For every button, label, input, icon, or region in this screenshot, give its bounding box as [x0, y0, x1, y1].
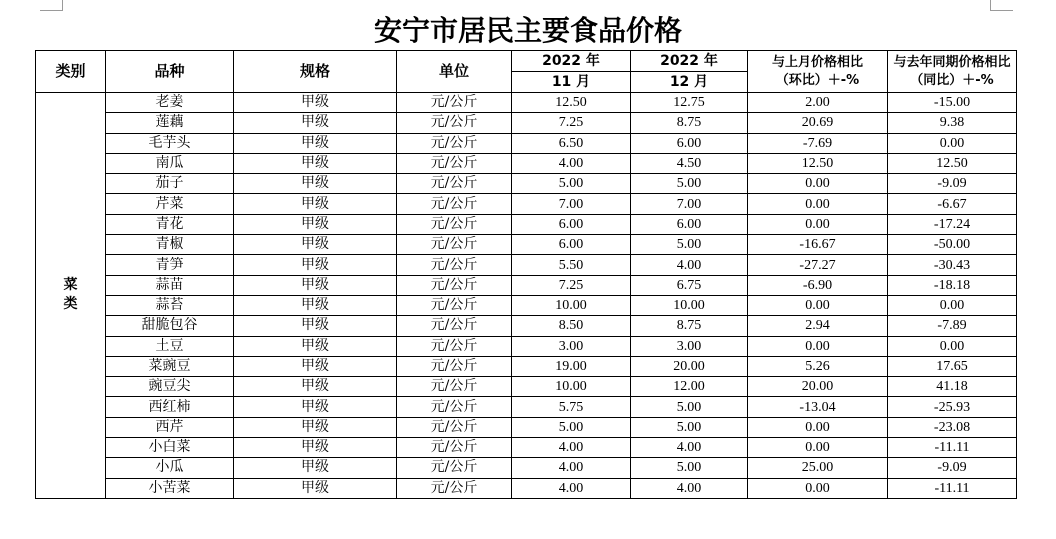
nov-price-cell: 5.00	[512, 174, 631, 194]
header-variety: 品种	[106, 51, 234, 93]
dec-price-cell: 5.00	[631, 458, 748, 478]
unit-cell: 元/公斤	[397, 458, 512, 478]
unit-cell: 元/公斤	[397, 133, 512, 153]
table-row	[36, 194, 1017, 214]
mom-change-cell: 0.00	[748, 214, 888, 234]
variety-cell: 小苦菜	[106, 478, 234, 498]
nov-price-cell: 6.00	[512, 214, 631, 234]
mom-change-cell: 0.00	[748, 295, 888, 315]
dec-price-cell: 12.75	[631, 93, 748, 113]
spec-cell: 甲级	[234, 336, 397, 356]
header-month-on-month	[748, 51, 888, 93]
unit-cell: 元/公斤	[397, 194, 512, 214]
nov-price-cell: 5.00	[512, 417, 631, 437]
dec-price-cell: 5.00	[631, 397, 748, 417]
variety-cell: 西红柿	[106, 397, 234, 417]
table-row	[36, 133, 1017, 153]
spec-cell: 甲级	[234, 478, 397, 498]
mom-change-cell: 12.50	[748, 153, 888, 173]
document-title: 安宁市居民主要食品价格	[373, 14, 682, 47]
variety-cell: 西芹	[106, 417, 234, 437]
unit-cell: 元/公斤	[397, 336, 512, 356]
table-row	[36, 295, 1017, 315]
mom-change-cell: 0.00	[748, 478, 888, 498]
unit-cell: 元/公斤	[397, 478, 512, 498]
table-row	[36, 356, 1017, 376]
category-cell	[36, 93, 106, 499]
spec-cell: 甲级	[234, 316, 397, 336]
nov-price-cell: 10.00	[512, 295, 631, 315]
yoy-change-cell: 41.18	[888, 377, 1017, 397]
yoy-change-cell: -25.93	[888, 397, 1017, 417]
table-row	[36, 275, 1017, 295]
table-row	[36, 153, 1017, 173]
table-row	[36, 377, 1017, 397]
table-row	[36, 113, 1017, 133]
variety-cell: 小瓜	[106, 458, 234, 478]
mom-change-cell: -6.90	[748, 275, 888, 295]
yoy-change-cell: 0.00	[888, 295, 1017, 315]
unit-cell: 元/公斤	[397, 235, 512, 255]
mom-change-cell: -16.67	[748, 235, 888, 255]
mom-change-cell: 0.00	[748, 438, 888, 458]
table-row	[36, 458, 1017, 478]
mom-change-cell: 25.00	[748, 458, 888, 478]
spec-cell: 甲级	[234, 417, 397, 437]
header-category: 类别	[36, 51, 106, 93]
mom-change-cell: -13.04	[748, 397, 888, 417]
unit-cell: 元/公斤	[397, 214, 512, 234]
header-yoy-line1: 与去年同期价格相比	[893, 54, 1011, 70]
mom-change-cell: 0.00	[748, 174, 888, 194]
variety-cell: 菜豌豆	[106, 356, 234, 376]
nov-price-cell: 10.00	[512, 377, 631, 397]
table-row	[36, 174, 1017, 194]
unit-cell: 元/公斤	[397, 295, 512, 315]
yoy-change-cell: 17.65	[888, 356, 1017, 376]
mom-change-cell: -27.27	[748, 255, 888, 275]
nov-price-cell: 8.50	[512, 316, 631, 336]
table-row	[36, 478, 1017, 498]
mom-change-cell: 0.00	[748, 336, 888, 356]
spec-cell: 甲级	[234, 458, 397, 478]
yoy-change-cell: -7.89	[888, 316, 1017, 336]
yoy-change-cell: -11.11	[888, 478, 1017, 498]
header-mom-line2: （环比）＋-%	[775, 72, 860, 88]
mom-change-cell: 5.26	[748, 356, 888, 376]
variety-cell: 莲藕	[106, 113, 234, 133]
nov-price-cell: 6.50	[512, 133, 631, 153]
mom-change-cell: -7.69	[748, 133, 888, 153]
dec-price-cell: 4.00	[631, 255, 748, 275]
dec-price-cell: 4.00	[631, 478, 748, 498]
yoy-change-cell: -30.43	[888, 255, 1017, 275]
header-nov-year: 2022 年	[512, 51, 631, 72]
mom-change-cell: 20.69	[748, 113, 888, 133]
table-row	[36, 214, 1017, 234]
unit-cell: 元/公斤	[397, 275, 512, 295]
nov-price-cell: 4.00	[512, 458, 631, 478]
yoy-change-cell: 0.00	[888, 336, 1017, 356]
spec-cell: 甲级	[234, 153, 397, 173]
nov-price-cell: 4.00	[512, 153, 631, 173]
page-corner-mark-right	[990, 0, 1013, 11]
spec-cell: 甲级	[234, 194, 397, 214]
dec-price-cell: 5.00	[631, 417, 748, 437]
spec-cell: 甲级	[234, 133, 397, 153]
nov-price-cell: 19.00	[512, 356, 631, 376]
header-mom-line1: 与上月价格相比	[771, 54, 863, 70]
dec-price-cell: 12.00	[631, 377, 748, 397]
nov-price-cell: 4.00	[512, 438, 631, 458]
dec-price-cell: 5.00	[631, 174, 748, 194]
mom-change-cell: 2.00	[748, 93, 888, 113]
spec-cell: 甲级	[234, 295, 397, 315]
category-label-line1: 菜	[63, 277, 78, 294]
spec-cell: 甲级	[234, 214, 397, 234]
dec-price-cell: 8.75	[631, 316, 748, 336]
unit-cell: 元/公斤	[397, 153, 512, 173]
spec-cell: 甲级	[234, 113, 397, 133]
variety-cell: 甜脆包谷	[106, 316, 234, 336]
table-row	[36, 316, 1017, 336]
unit-cell: 元/公斤	[397, 113, 512, 133]
table-row	[36, 438, 1017, 458]
dec-price-cell: 3.00	[631, 336, 748, 356]
variety-cell: 芹菜	[106, 194, 234, 214]
variety-cell: 毛芋头	[106, 133, 234, 153]
spec-cell: 甲级	[234, 235, 397, 255]
yoy-change-cell: -6.67	[888, 194, 1017, 214]
mom-change-cell: 0.00	[748, 194, 888, 214]
unit-cell: 元/公斤	[397, 255, 512, 275]
spec-cell: 甲级	[234, 275, 397, 295]
unit-cell: 元/公斤	[397, 397, 512, 417]
dec-price-cell: 8.75	[631, 113, 748, 133]
dec-price-cell: 20.00	[631, 356, 748, 376]
dec-price-cell: 4.00	[631, 438, 748, 458]
mom-change-cell: 20.00	[748, 377, 888, 397]
spec-cell: 甲级	[234, 397, 397, 417]
header-dec-year: 2022 年	[631, 51, 748, 72]
dec-price-cell: 5.00	[631, 235, 748, 255]
yoy-change-cell: -18.18	[888, 275, 1017, 295]
nov-price-cell: 4.00	[512, 478, 631, 498]
variety-cell: 蒜苗	[106, 275, 234, 295]
dec-price-cell: 7.00	[631, 194, 748, 214]
spec-cell: 甲级	[234, 438, 397, 458]
variety-cell: 青笋	[106, 255, 234, 275]
table-row	[36, 93, 1017, 113]
yoy-change-cell: -17.24	[888, 214, 1017, 234]
variety-cell: 青花	[106, 214, 234, 234]
variety-cell: 土豆	[106, 336, 234, 356]
variety-cell: 茄子	[106, 174, 234, 194]
table-row	[36, 255, 1017, 275]
table-row	[36, 336, 1017, 356]
table-body	[36, 93, 1017, 499]
spec-cell: 甲级	[234, 255, 397, 275]
mom-change-cell: 2.94	[748, 316, 888, 336]
header-yoy-line2: （同比）＋-%	[910, 72, 994, 88]
table-row	[36, 397, 1017, 417]
unit-cell: 元/公斤	[397, 377, 512, 397]
spec-cell: 甲级	[234, 356, 397, 376]
nov-price-cell: 5.75	[512, 397, 631, 417]
header-year-on-year	[888, 51, 1017, 93]
variety-cell: 老姜	[106, 93, 234, 113]
nov-price-cell: 6.00	[512, 235, 631, 255]
header-spec: 规格	[234, 51, 397, 93]
dec-price-cell: 6.75	[631, 275, 748, 295]
variety-cell: 青椒	[106, 235, 234, 255]
table-row	[36, 417, 1017, 437]
dec-price-cell: 10.00	[631, 295, 748, 315]
header-row-1	[36, 51, 1017, 72]
variety-cell: 蒜苔	[106, 295, 234, 315]
spec-cell: 甲级	[234, 174, 397, 194]
unit-cell: 元/公斤	[397, 356, 512, 376]
header-unit: 单位	[397, 51, 512, 93]
category-label-line2: 类	[63, 296, 78, 313]
nov-price-cell: 7.25	[512, 113, 631, 133]
header-nov-month: 11 月	[512, 72, 631, 93]
mom-change-cell: 0.00	[748, 417, 888, 437]
table-header	[36, 51, 1017, 93]
page-corner-mark-left	[40, 0, 63, 11]
yoy-change-cell: -23.08	[888, 417, 1017, 437]
nov-price-cell: 3.00	[512, 336, 631, 356]
spec-cell: 甲级	[234, 377, 397, 397]
variety-cell: 小白菜	[106, 438, 234, 458]
header-dec-month: 12 月	[631, 72, 748, 93]
unit-cell: 元/公斤	[397, 174, 512, 194]
yoy-change-cell: -15.00	[888, 93, 1017, 113]
nov-price-cell: 7.00	[512, 194, 631, 214]
variety-cell: 南瓜	[106, 153, 234, 173]
table-row	[36, 235, 1017, 255]
yoy-change-cell: -9.09	[888, 458, 1017, 478]
yoy-change-cell: 12.50	[888, 153, 1017, 173]
yoy-change-cell: -50.00	[888, 235, 1017, 255]
spec-cell: 甲级	[234, 93, 397, 113]
dec-price-cell: 6.00	[631, 214, 748, 234]
dec-price-cell: 4.50	[631, 153, 748, 173]
unit-cell: 元/公斤	[397, 438, 512, 458]
variety-cell: 豌豆尖	[106, 377, 234, 397]
yoy-change-cell: 9.38	[888, 113, 1017, 133]
yoy-change-cell: -11.11	[888, 438, 1017, 458]
nov-price-cell: 5.50	[512, 255, 631, 275]
dec-price-cell: 6.00	[631, 133, 748, 153]
unit-cell: 元/公斤	[397, 93, 512, 113]
nov-price-cell: 7.25	[512, 275, 631, 295]
unit-cell: 元/公斤	[397, 417, 512, 437]
unit-cell: 元/公斤	[397, 316, 512, 336]
nov-price-cell: 12.50	[512, 93, 631, 113]
price-table	[35, 50, 1017, 499]
yoy-change-cell: -9.09	[888, 174, 1017, 194]
yoy-change-cell: 0.00	[888, 133, 1017, 153]
